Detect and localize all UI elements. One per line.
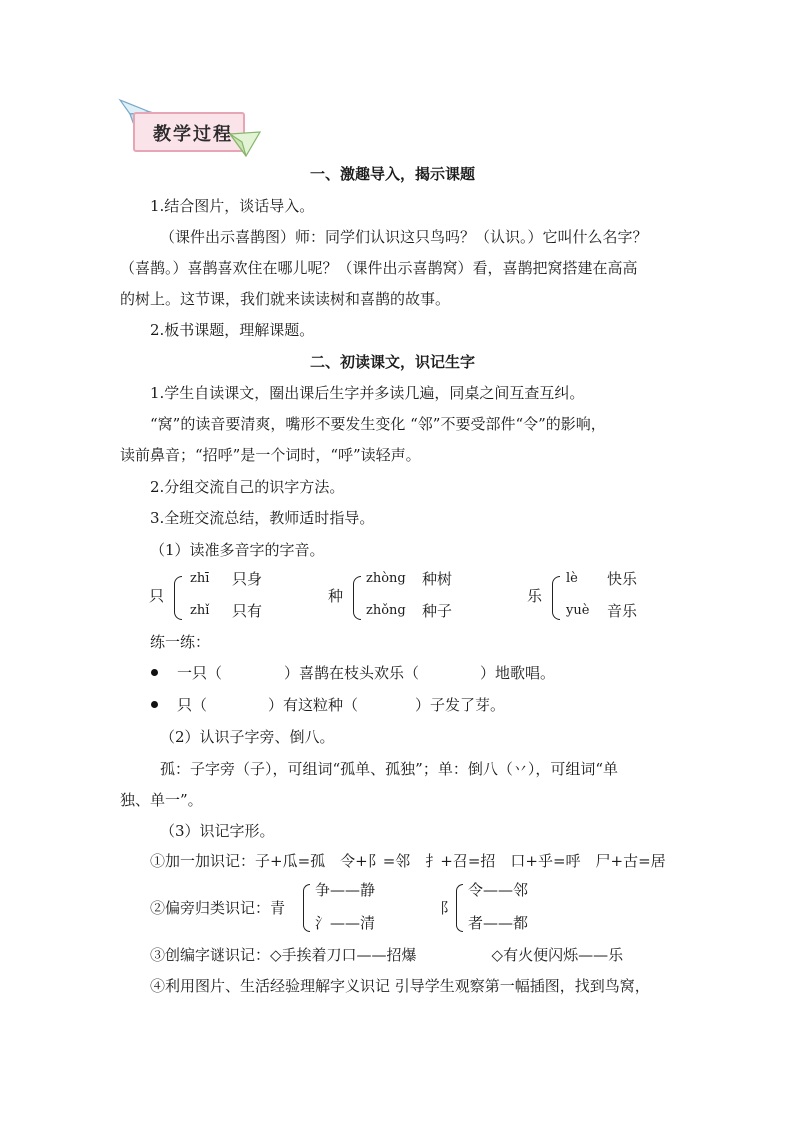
exercise1-part-b: ）喜鹊在枝头欢乐（ [284, 664, 420, 682]
exercise2-part-c: ）子发了芽。 [415, 696, 506, 714]
badge-label: 教学过程 [153, 124, 233, 145]
exercise1-part-a: 一只（ [177, 664, 223, 682]
poly-char-le: 乐 [527, 587, 543, 605]
bracket-icon [456, 884, 463, 932]
section1-para2-line3: 的树上。这节课，我们就来读读树和喜鹊的故事。 [120, 290, 451, 308]
sub-heading-3: （3）识记字形。 [160, 822, 275, 840]
method2-group2-item: 令——邻 [468, 881, 529, 899]
practice-label: 练一练： [150, 633, 211, 651]
exercise2-part-b: ）有这粒种（ [268, 696, 359, 714]
brace-icon [174, 576, 182, 620]
poly-word: 只有 [232, 602, 263, 620]
exercise2-part-a: 只（ [177, 696, 208, 714]
brace-icon [552, 576, 560, 620]
section1-para3: 2.板书课题，理解课题。 [150, 321, 315, 339]
sub-heading-2: （2）认识子字旁、倒八。 [160, 728, 335, 746]
bullet-icon [151, 669, 158, 676]
section2-para2-line2: 读前鼻音；“招呼”是一个词时，“呼”读轻声。 [120, 446, 421, 464]
section2-para4: 3.全班交流总结，教师适时指导。 [150, 509, 375, 527]
poly-word: 只身 [232, 570, 263, 588]
poly-word: 音乐 [607, 602, 638, 620]
bullet-icon [151, 701, 158, 708]
method3-riddle: ③创编字谜识记：◇手挨着刀口——招爆 ◇有火便闪烁——乐 [150, 946, 624, 964]
method2-label: ②偏旁归类识记：青 [150, 899, 286, 917]
poly-char-zhong: 种 [328, 587, 344, 605]
method4-image: ④利用图片、生活经验理解字义识记 引导学生观察第一幅插图，找到鸟窝， [150, 977, 650, 995]
poly-word: 种子 [422, 602, 453, 620]
radical-explain-line1: 孤：子字旁（子），可组词“孤单、孤独”；单：倒八（丷），可组词“单 [160, 760, 619, 778]
method2-group2-label: 阝 [440, 899, 456, 917]
section1-para2-line2: （喜鹊。）喜鹊喜欢住在哪儿呢？（课件出示喜鹊窝）看，喜鹊把窝搭建在高高 [120, 259, 638, 277]
section2-para1: 1.学生自读课文，圈出课后生字并多读几遍，同桌之间互查互纠。 [150, 384, 585, 402]
section2-para3: 2.分组交流自己的识字方法。 [150, 478, 345, 496]
section1-para2-line1: （课件出示喜鹊图）师：同学们认识这只鸟吗？（认识。）它叫什么名字？ [160, 228, 648, 246]
poly-word: 种树 [422, 570, 453, 588]
section1-heading: 一、激趣导入，揭示课题 [310, 165, 476, 183]
radical-explain-line2: 独、单一”。 [120, 791, 203, 809]
poly-word: 快乐 [607, 570, 638, 588]
exercise1-part-c: ）地歌唱。 [480, 664, 556, 682]
poly-char-zhi: 只 [149, 587, 165, 605]
poly-pinyin: lè [566, 571, 578, 586]
method2-group1-item: 氵——清 [315, 914, 376, 932]
method2-group1-item: 争——静 [315, 881, 376, 899]
poly-pinyin: yuè [566, 603, 590, 618]
poly-pinyin: zhǒng [366, 603, 406, 618]
section2-para2-line1: “窝”的读音要清爽，嘴形不要发生变化 “邻”不要受部件“令”的影响， [150, 415, 606, 433]
sub-heading-1: （1）读准多音字的字音。 [150, 541, 325, 559]
section2-heading: 二、初读课文，识记生字 [310, 353, 476, 371]
method2-group2-item: 者——都 [468, 914, 529, 932]
poly-pinyin: zhī [190, 571, 210, 586]
poly-pinyin: zhǐ [190, 603, 210, 618]
poly-pinyin: zhòng [366, 571, 406, 586]
section1-para1: 1.结合图片，谈话导入。 [150, 197, 315, 215]
bracket-icon [303, 884, 310, 932]
method1-add: ①加一加识记：子+瓜=孤 令+阝=邻 扌+召=招 口+乎=呼 尸+古=居 [150, 852, 666, 870]
paper-plane-right-icon [228, 130, 262, 158]
brace-icon [353, 576, 361, 620]
